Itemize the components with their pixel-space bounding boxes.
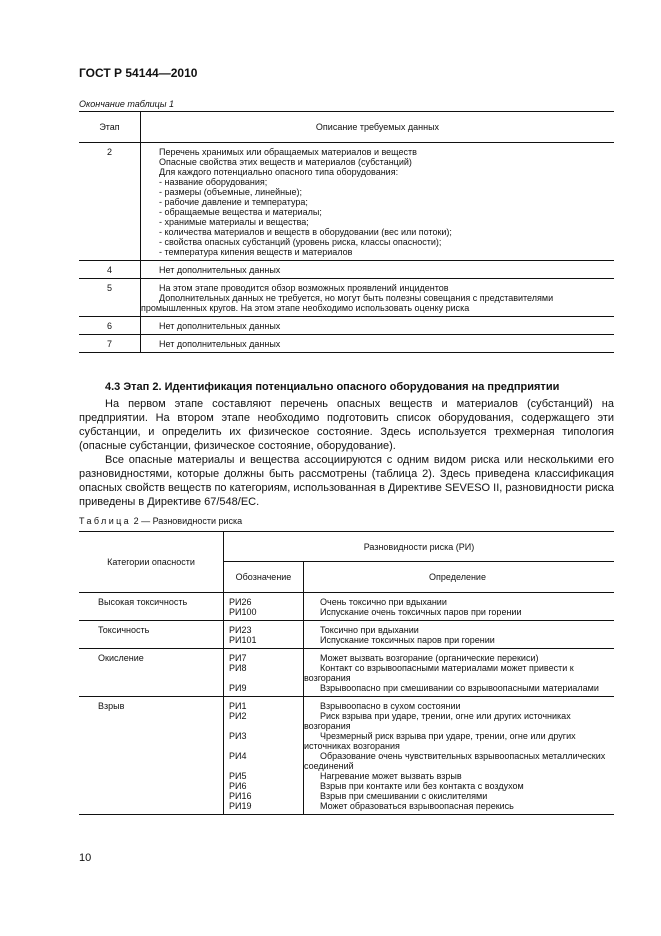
risk-code: РИ2 bbox=[229, 711, 247, 721]
table1-header-stage: Этап bbox=[79, 112, 141, 143]
risk-definition: Взрыв при контакте или без контакта с воздухом bbox=[320, 781, 524, 791]
definition-cell bbox=[304, 649, 615, 697]
table-row bbox=[79, 697, 614, 815]
risk-code: РИ1 bbox=[229, 701, 247, 711]
risk-definition: Взрывоопасно при смешивании со взрывоопасными материалами bbox=[320, 683, 599, 693]
risk-definition: Чрезмерный риск взрыва при ударе, трении, огне или других источниках возгорания bbox=[304, 731, 576, 751]
category-cell: Взрыв bbox=[79, 697, 224, 815]
risk-definition: Испускание токсичных паров при горении bbox=[320, 635, 495, 645]
risk-definition: Может вызвать возгорание (органические перекиси) bbox=[320, 653, 539, 663]
desc-line: - температура кипения веществ и материалов bbox=[159, 247, 353, 257]
table2-header-category: Категории опасности bbox=[79, 532, 224, 593]
stage-description bbox=[141, 143, 615, 261]
stage-description bbox=[141, 317, 615, 335]
risk-code: РИ6 bbox=[229, 781, 247, 791]
code-cell bbox=[224, 621, 304, 649]
stage-number: 5 bbox=[79, 279, 141, 317]
table1-caption: Окончание таблицы 1 bbox=[79, 99, 174, 109]
risk-definition: Нагревание может вызвать взрыв bbox=[320, 771, 462, 781]
table2-caption bbox=[79, 516, 242, 526]
desc-line: Перечень хранимых или обращаемых материалов и веществ bbox=[159, 147, 417, 157]
risk-definition: Риск взрыва при ударе, трении, огне или других источниках возгорания bbox=[304, 711, 571, 731]
risk-code: РИ3 bbox=[229, 731, 247, 741]
risk-definition: Может образоваться взрывоопасная перекись bbox=[320, 801, 514, 811]
risk-definition: Испускание очень токсичных паров при горении bbox=[320, 607, 522, 617]
desc-line: Нет дополнительных данных bbox=[159, 321, 281, 331]
stage-number: 4 bbox=[79, 261, 141, 279]
stage-number: 6 bbox=[79, 317, 141, 335]
definition-cell bbox=[304, 621, 615, 649]
code-cell bbox=[224, 697, 304, 815]
risk-code bbox=[229, 761, 303, 771]
code-cell bbox=[224, 593, 304, 621]
desc-line: - количества материалов и веществ в оборудовании (вес или потоки); bbox=[159, 227, 452, 237]
table-row bbox=[79, 335, 614, 353]
desc-line: - размеры (объемные, линейные); bbox=[159, 187, 303, 197]
stage-number: 2 bbox=[79, 143, 141, 261]
risk-code bbox=[229, 741, 303, 751]
caption-label: Таблица bbox=[79, 516, 132, 526]
risk-definition: Очень токсично при вдыхании bbox=[320, 597, 447, 607]
document-header: ГОСТ Р 54144—2010 bbox=[79, 66, 198, 80]
caption-title: 2 — Разновидности риска bbox=[131, 516, 243, 526]
stage-description bbox=[141, 261, 615, 279]
desc-line: - обращаемые вещества и материалы; bbox=[159, 207, 322, 217]
definition-cell bbox=[304, 697, 615, 815]
risk-code: РИ4 bbox=[229, 751, 247, 761]
risk-code: РИ19 bbox=[229, 801, 252, 811]
table-row bbox=[79, 261, 614, 279]
table-row bbox=[79, 593, 614, 621]
risk-definition: Контакт со взрывоопасными материалами может привести к возгорания bbox=[304, 663, 574, 683]
category-cell: Окисление bbox=[79, 649, 224, 697]
definition-cell bbox=[304, 593, 615, 621]
table-row bbox=[79, 143, 614, 261]
desc-line: - свойства опасных субстанций (уровень риска, классы опасности); bbox=[159, 237, 442, 247]
paragraph: Все опасные материалы и вещества ассоциируются с одним видом риска или несколькими его разновидностями, которые должны быть рассмотрены (таблица 2). Здесь приведена классификация опасных свойств веществ по категориям, использованная в Директиве SEVESO II, разновидности риска приведены в Директиве 67/548/ЕС. bbox=[79, 454, 615, 508]
category-cell: Высокая токсичность bbox=[79, 593, 224, 621]
desc-line: - название оборудования; bbox=[159, 177, 268, 187]
risk-definition: Взрывоопасно в сухом состоянии bbox=[320, 701, 461, 711]
stage-description bbox=[141, 279, 615, 317]
table-row bbox=[79, 649, 614, 697]
desc-line: - хранимые материалы и вещества; bbox=[159, 217, 309, 227]
table-row bbox=[79, 317, 614, 335]
table2-header-code: Обозначение bbox=[224, 562, 304, 593]
stage-description bbox=[141, 335, 615, 353]
risk-code: РИ26 bbox=[229, 597, 252, 607]
risk-code: РИ8 bbox=[229, 663, 247, 673]
category-cell: Токсичность bbox=[79, 621, 224, 649]
risk-definition: Взрыв при смешивании с окислителями bbox=[320, 791, 488, 801]
risk-code: РИ16 bbox=[229, 791, 252, 801]
table2-header-definition: Определение bbox=[304, 562, 615, 593]
table-row bbox=[79, 621, 614, 649]
table1-header-desc: Описание требуемых данных bbox=[141, 112, 615, 143]
risk-code bbox=[229, 721, 303, 731]
desc-line: Дополнительных данных не требуется, но могут быть полезны совещания с представителями bbox=[159, 293, 554, 303]
risk-code: РИ9 bbox=[229, 683, 247, 693]
page-number: 10 bbox=[79, 852, 92, 864]
table2-header-variants: Разновидности риска (РИ) bbox=[224, 532, 615, 562]
desc-line: На этом этапе проводится обзор возможных проявлений инцидентов bbox=[159, 283, 449, 293]
desc-line: Опасные свойства этих веществ и материалов (субстанций) bbox=[159, 157, 412, 167]
stage-number: 7 bbox=[79, 335, 141, 353]
risk-code bbox=[229, 673, 303, 683]
section-body bbox=[79, 397, 614, 509]
risk-code: РИ7 bbox=[229, 653, 247, 663]
section-heading: 4.3 Этап 2. Идентификация потенциально опасного оборудования на предприятии bbox=[105, 381, 560, 393]
risk-code: РИ5 bbox=[229, 771, 247, 781]
desc-line: Нет дополнительных данных bbox=[159, 265, 281, 275]
code-cell bbox=[224, 649, 304, 697]
paragraph: На первом этапе составляют перечень опасных веществ и материалов (субстанций) на предприятии. На втором этапе необходимо подготовить список оборудования, содержащего эти субстанции, и определить их физическое состояние. Здесь используется трехмерная типология (опасные субстанции, физическое состояние, оборудование). bbox=[79, 398, 614, 452]
table2 bbox=[79, 531, 614, 815]
risk-definition: Токсично при вдыхании bbox=[320, 625, 419, 635]
risk-code: РИ23 bbox=[229, 625, 252, 635]
desc-line: Для каждого потенциально опасного типа оборудования: bbox=[159, 167, 399, 177]
risk-definition: Образование очень чувствительных взрывоопасных металлических соединений bbox=[304, 751, 606, 771]
risk-code: РИ101 bbox=[229, 635, 257, 645]
risk-code: РИ100 bbox=[229, 607, 257, 617]
desc-line: промышленных кругов. На этом этапе необходимо использовать оценку риска bbox=[141, 303, 470, 313]
desc-line: - рабочие давление и температура; bbox=[159, 197, 308, 207]
table1 bbox=[79, 111, 614, 353]
table-row bbox=[79, 279, 614, 317]
desc-line: Нет дополнительных данных bbox=[159, 339, 281, 349]
